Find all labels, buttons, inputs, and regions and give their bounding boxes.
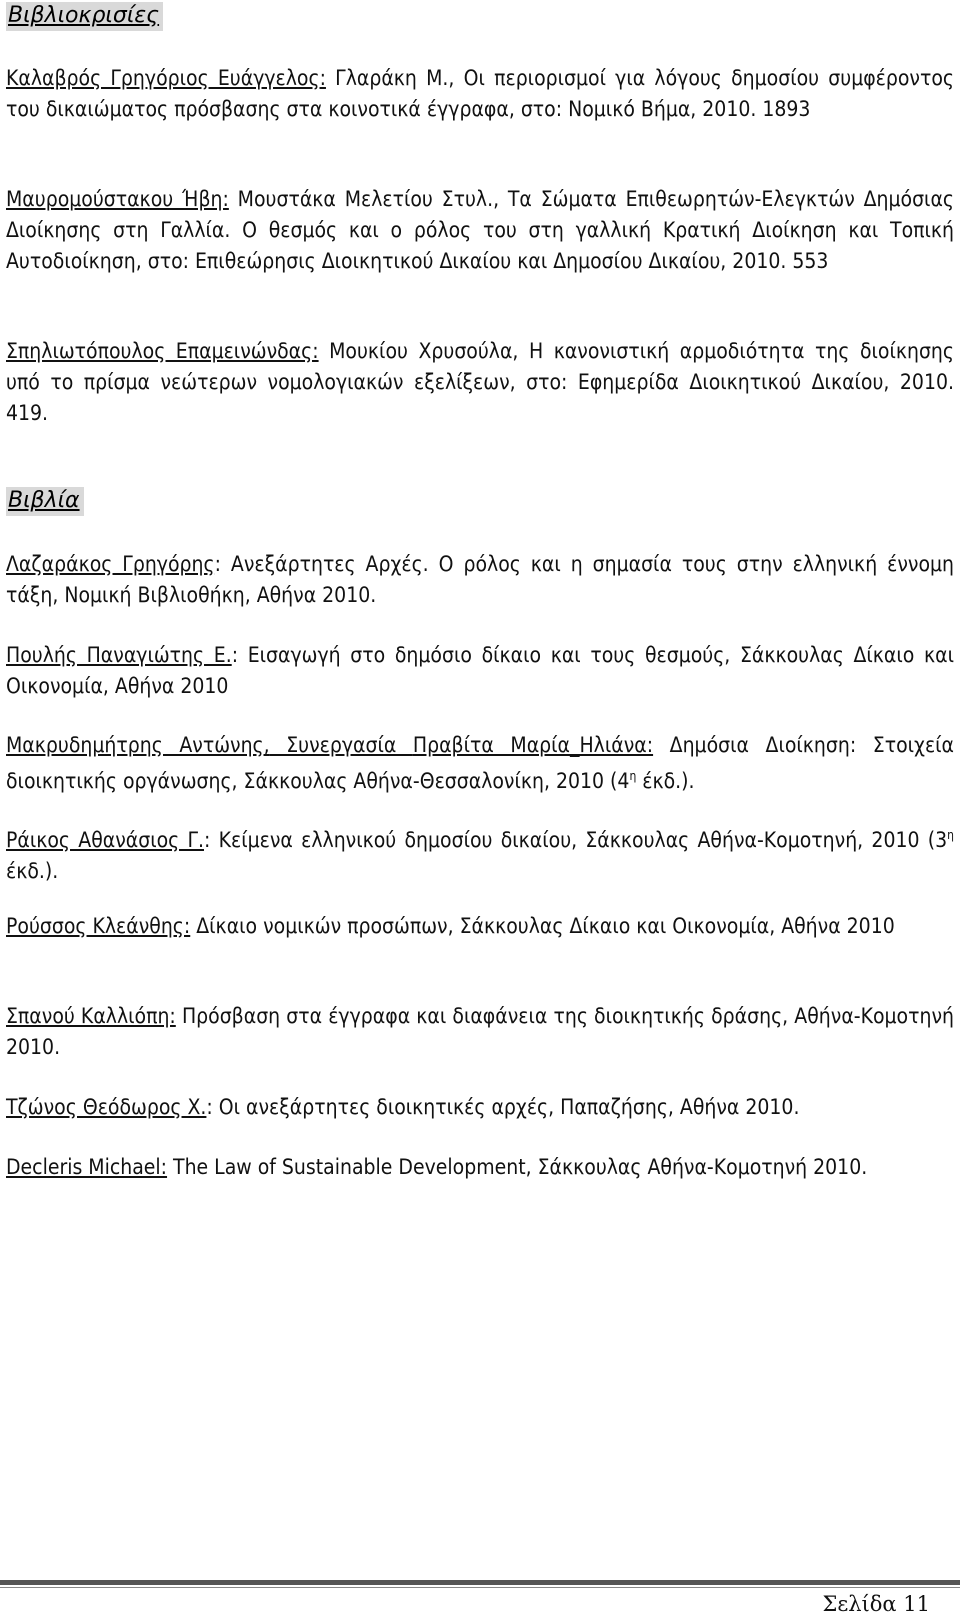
book-author: Λαζαράκος Γρηγόρης bbox=[6, 552, 215, 576]
book-text: Δημόσια Διοίκηση: Στοιχεία διοικητικής οργάνωσης, Σάκκουλας Αθήνα-Θεσσαλονίκη, 2010 (4 bbox=[6, 733, 955, 793]
book-author: Τζώνος Θεόδωρος Χ. bbox=[6, 1095, 207, 1119]
book-entry bbox=[6, 549, 954, 611]
book-text: Κείμενα ελληνικού δημοσίου δικαίου, Σάκκουλας Αθήνα-Κομοτηνή, 2010 (3 bbox=[218, 828, 948, 852]
book-author: Πουλής Παναγιώτης Ε. bbox=[6, 643, 232, 667]
review-text: Μουκίου Χρυσούλα, Η κανονιστική αρμοδιότητα της διοίκησης υπό το πρίσμα νεώτερων νομολογιακών εξελίξεων, στο: Εφημερίδα Διοικητικού Δικαίου, 2010. 419. bbox=[6, 339, 954, 425]
book-author: Ράικος Αθανάσιος Γ. bbox=[6, 828, 204, 852]
book-entry bbox=[6, 1001, 954, 1063]
page-number: Σελίδα 11 bbox=[822, 1592, 930, 1616]
book-entry bbox=[6, 820, 954, 887]
book-entry bbox=[6, 730, 954, 797]
book-text: Δίκαιο νομικών προσώπων, Σάκκουλας Δίκαιο και Οικονομία, Αθήνα 2010 bbox=[196, 914, 895, 938]
section-title-books: Βιβλία bbox=[6, 487, 84, 516]
footer-rule bbox=[0, 1580, 960, 1585]
book-tail: έκδ.). bbox=[636, 769, 695, 793]
book-text: Εισαγωγή στο δημόσιο δίκαιο και τους θεσμούς, Σάκκουλας Δίκαιο και Οικονομία, Αθήνα 2010 bbox=[6, 643, 954, 698]
book-tail: έκδ.). bbox=[6, 859, 59, 883]
review-entry bbox=[6, 63, 954, 125]
footer-rule-thin bbox=[0, 1587, 960, 1588]
edition-sup: η bbox=[947, 828, 954, 842]
book-sep: : bbox=[204, 828, 219, 852]
review-author: Καλαβρός Γρηγόριος Ευάγγελος: bbox=[6, 66, 326, 90]
review-entry bbox=[6, 336, 954, 429]
book-entry bbox=[6, 640, 954, 702]
book-text: Πρόσβαση στα έγγραφα και διαφάνεια της διοικητικής δράσης, Αθήνα-Κομοτηνή 2010. bbox=[6, 1004, 954, 1059]
review-entry bbox=[6, 184, 954, 277]
book-entry bbox=[6, 911, 954, 942]
review-author: Μαυρομούστακου Ήβη: bbox=[6, 187, 229, 211]
review-author: Σπηλιωτόπουλος Επαμεινώνδας: bbox=[6, 339, 319, 363]
book-sep: : bbox=[231, 643, 248, 667]
book-entry bbox=[6, 1152, 954, 1183]
review-text: Γλαράκη Μ., Οι περιορισμοί για λόγους δημοσίου συμφέροντος του δικαιώματος πρόσβασης στα κοινοτικά έγγραφα, στο: Νομικό Βήμα, 2010. 1893 bbox=[6, 66, 954, 121]
book-sep: : bbox=[206, 1095, 219, 1119]
book-author-2: Πραβίτα Μαρία_Ηλιάνα: bbox=[412, 733, 654, 757]
book-author: Μακρυδημήτρης Αντώνης, bbox=[6, 733, 270, 757]
book-text: Οι ανεξάρτητες διοικητικές αρχές, Παπαζήσης, Αθήνα 2010. bbox=[218, 1095, 800, 1119]
book-text: Ανεξάρτητες Αρχές. Ο ρόλος και η σημασία τους στην ελληνική έννομη τάξη, Νομική Βιβλιοθήκη, Αθήνα 2010. bbox=[6, 552, 954, 607]
review-text: Μουστάκα Μελετίου Στυλ., Τα Σώματα Επιθεωρητών-Ελεγκτών Δημόσιας Διοίκησης στη Γαλλία. Ο θεσμός και ο ρόλος του στη γαλλική Κρατική Διοίκηση και Τοπική Αυτοδιοίκηση, στο: Επιθεώρησις Διοικητικού Δικαίου και Δημοσίου Δικαίου, 2010. 553 bbox=[6, 187, 954, 273]
book-author: Ρούσσος Κλεάνθης: bbox=[6, 914, 191, 938]
edition-sup: η bbox=[629, 769, 637, 783]
book-sep: : bbox=[214, 552, 231, 576]
book-author: Σπανού Καλλιόπη: bbox=[6, 1004, 176, 1028]
book-collab: Συνεργασία bbox=[269, 733, 413, 757]
book-author: Decleris Michael: bbox=[6, 1155, 168, 1179]
book-text: The Law of Sustainable Development, Σάκκουλας Αθήνα-Κομοτηνή 2010. bbox=[173, 1155, 868, 1179]
book-entry bbox=[6, 1092, 954, 1123]
section-title-reviews: Βιβλιοκρισίες bbox=[6, 2, 163, 31]
